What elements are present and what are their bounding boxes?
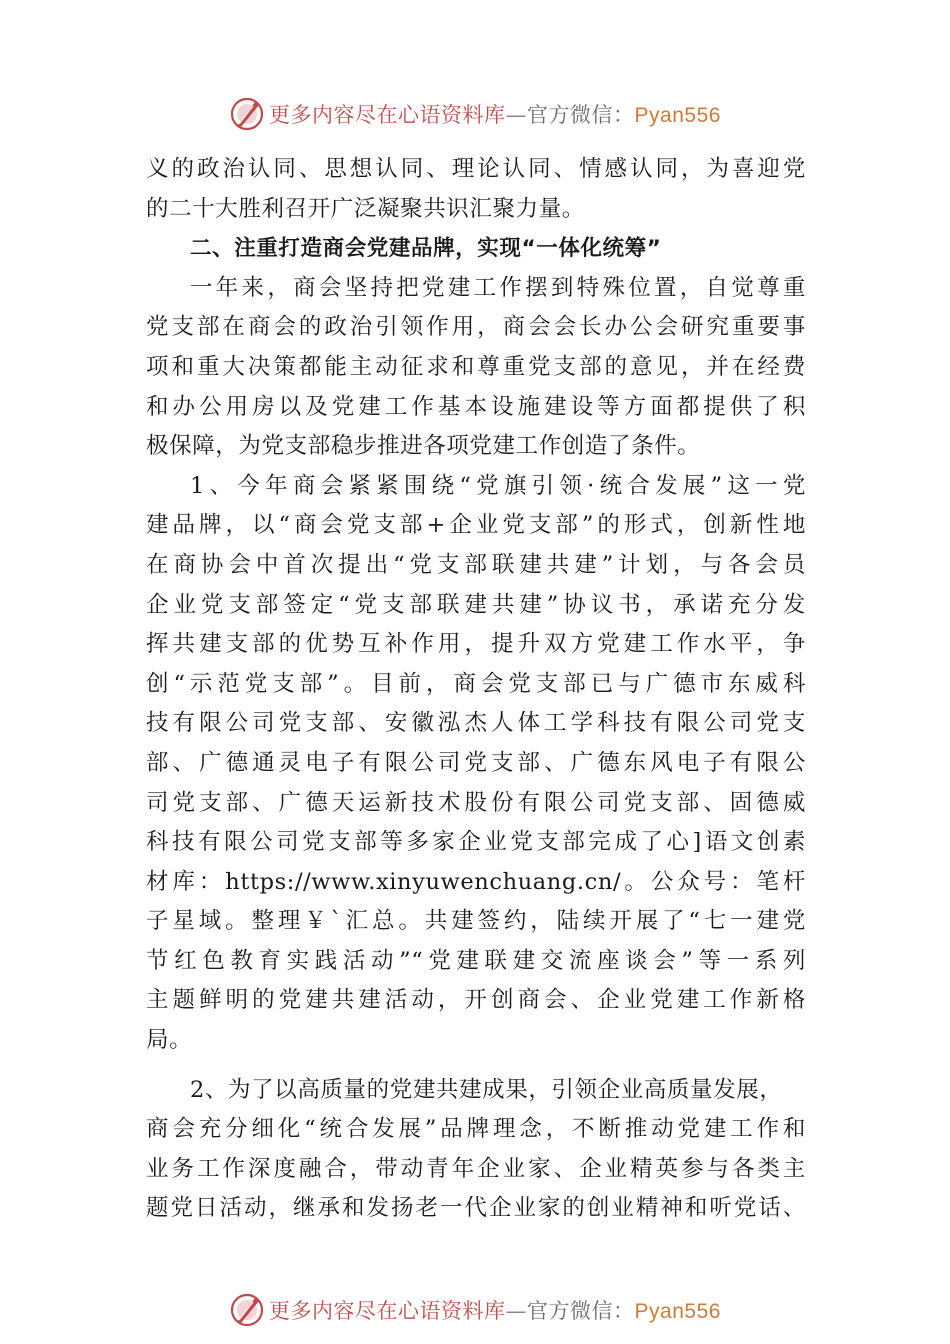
text-line: 子星域。整理￥`汇总。共建签约，陆续开展了“七一建党 <box>146 908 806 935</box>
text-line: 建品牌，以“商会党支部+企业党支部”的形式，创新性地 <box>146 512 806 539</box>
text-line: 部、广德通灵电子有限公司党支部、广德东风电子有限公 <box>146 749 806 776</box>
paragraph-gap <box>146 1061 806 1071</box>
banner-wechat-label: 官方微信： <box>527 103 635 127</box>
text-line: 创“示范党支部”。目前，商会党支部已与广德市东威科 <box>146 670 806 697</box>
text-line: 技有限公司党支部、安徽泓杰人体工学科技有限公司党支 <box>146 710 806 737</box>
section-heading: 二、注重打造商会党建品牌，实现“一体化统筹” <box>190 236 662 262</box>
text-line: 项和重大决策都能主动征求和尊重党支部的意见，并在经费 <box>146 353 806 380</box>
footer-banner <box>0 1290 950 1330</box>
text-line: 党支部在商会的政治引领作用，商会会长办公会研究重要事 <box>146 314 806 341</box>
text-line: 和办公用房以及党建工作基本设施建设等方面都提供了积 <box>146 393 806 420</box>
banner-text <box>269 99 721 129</box>
banner-lead: 更多内容尽在心语资料库 <box>269 103 506 127</box>
text-line: 司党支部、广德天运新技术股份有限公司党支部、固德威 <box>146 789 806 816</box>
text-line: 义的政治认同、思想认同、理论认同、情感认同，为喜迎党 <box>146 156 806 182</box>
text-line: 主题鲜明的党建共建活动，开创商会、企业党建工作新格 <box>146 987 806 1014</box>
text-line: 局。 <box>146 1027 193 1054</box>
text-line: 1、今年商会紧紧围绕“党旗引领·统合发展”这一党 <box>190 472 806 499</box>
banner-dash: — <box>505 103 528 127</box>
text-line: 节红色教育实践活动”“党建联建交流座谈会”等一系列 <box>146 947 806 974</box>
text-line: 2、为了以高质量的党建共建成果，引领企业高质量发展， <box>190 1076 783 1103</box>
text-line: 的二十大胜利召开广泛凝聚共识汇聚力量。 <box>146 195 585 222</box>
banner-lead: 更多内容尽在心语资料库 <box>269 1299 506 1323</box>
banner-wechat-id: Pyan556 <box>634 1300 721 1323</box>
document-body <box>146 150 806 1229</box>
banner-text <box>269 1295 721 1325</box>
text-line: 业务工作深度融合，带动青年企业家、企业精英参与各类主 <box>146 1155 806 1182</box>
text-line: 一年来，商会坚持把党建工作摆到特殊位置，自觉尊重 <box>190 274 806 301</box>
quill-logo-icon <box>229 96 265 132</box>
text-line: 企业党支部签定“党支部联建共建”协议书，承诺充分发 <box>146 591 806 618</box>
header-banner <box>0 94 950 134</box>
quill-logo-icon <box>229 1292 265 1328</box>
banner-wechat-label: 官方微信： <box>527 1299 635 1323</box>
text-line: 题党日活动，继承和发扬老一代企业家的创业精神和听党话、 <box>146 1195 806 1222</box>
text-line: 极保障，为党支部稳步推进各项党建工作创造了条件。 <box>146 433 701 460</box>
text-line: 在商协会中首次提出“党支部联建共建”计划，与各会员 <box>146 551 806 578</box>
text-line: 科技有限公司党支部等多家企业党支部完成了心]语文创素 <box>146 829 806 856</box>
text-line: 挥共建支部的优势互补作用，提升双方党建工作水平，争 <box>146 631 806 658</box>
banner-dash: — <box>505 1299 528 1323</box>
text-line: 商会充分细化“统合发展”品牌理念，不断推动党建工作和 <box>146 1116 806 1143</box>
banner-wechat-id: Pyan556 <box>634 104 721 127</box>
text-line: 材库：https://www.xinyuwenchuang.cn/。公众号：笔杆 <box>146 868 806 895</box>
